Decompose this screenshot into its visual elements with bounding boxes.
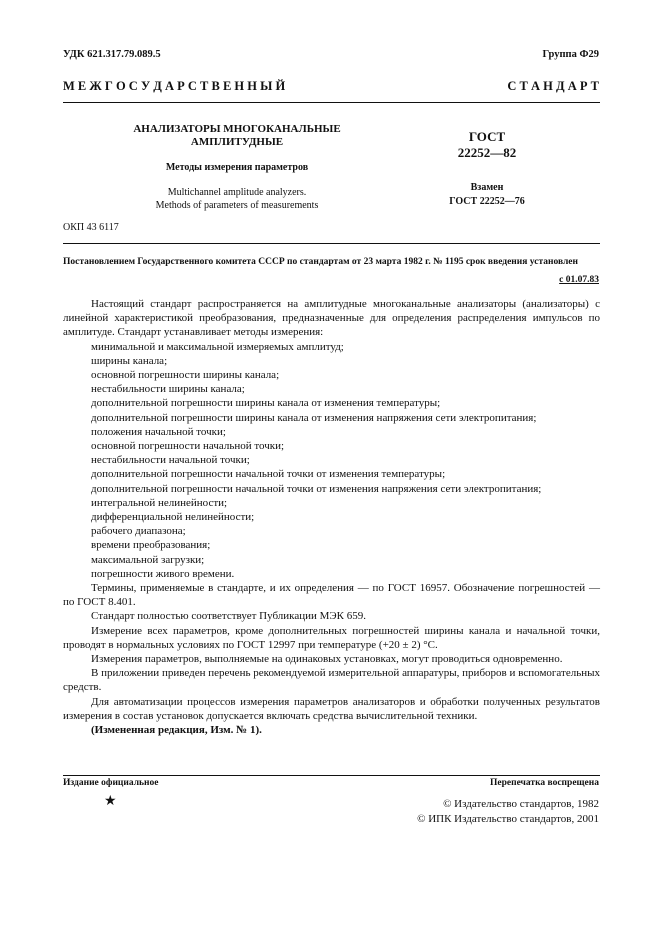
document-subtitle: Методы измерения параметров (165, 162, 309, 173)
document-body (63, 297, 600, 737)
list-item: ширины канала; (91, 354, 168, 367)
document-title (112, 123, 362, 149)
banner-word-interstate: М Е Ж Г О С У Д А Р С Т В Е Н Н Ы Й (63, 79, 286, 93)
english-title-line-2: Methods of parameters of measurements (155, 200, 319, 211)
udk-code: УДК 621.317.79.089.5 (63, 49, 161, 60)
list-item: основной погрешности начальной точки; (91, 440, 285, 453)
copyright-1982: © Издательство стандартов, 1982 (443, 798, 599, 810)
english-title-line-1: Multichannel amplitude analyzers. (167, 187, 307, 198)
list-item: дополнительной погрешности ширины канала от изменения напряжения сети электропитания; (91, 411, 537, 424)
banner-rule (63, 102, 600, 103)
list-item: интегральной нелинейности; (91, 496, 228, 509)
list-item: нестабильности начальной точки; (91, 454, 250, 467)
title-line-1: АНАЛИЗАТОРЫ МНОГОКАНАЛЬНЫЕ (133, 123, 341, 135)
list-item: погрешности живого времени. (91, 567, 235, 580)
list-item: дополнительной погрешности начальной точки от изменения напряжения сети электропитания; (91, 482, 542, 495)
official-edition: Издание официальное (63, 778, 159, 788)
interstate-standard-banner (63, 79, 599, 94)
simultaneous-paragraph: Измерения параметров, выполняемые на одинаковых установках, могут проводиться одновременно. (91, 653, 563, 666)
automation-paragraph: Для автоматизации процессов измерения параметров анализаторов и обработки полученных результатов измерения в состав установок допускается включать средства вычислительной техники. (63, 695, 600, 722)
header-rule (63, 243, 600, 244)
reprint-forbidden: Перепечатка воспрещена (489, 778, 599, 788)
list-item: нестабильности ширины канала; (91, 383, 245, 396)
iec-paragraph: Стандарт полностью соответствует Публикации МЭК 659. (91, 610, 367, 623)
decree-text: Постановлением Государственного комитета СССР по стандартам от 23 марта 1982 г. № 1195 срок введения установлен (63, 257, 578, 267)
english-title (112, 186, 362, 212)
list-item: максимальной загрузки; (91, 553, 205, 566)
gost-designation (445, 129, 529, 161)
list-item: дополнительной погрешности ширины канала от изменения температуры; (91, 397, 441, 410)
terms-paragraph: Термины, применяемые в стандарте, и их определения — по ГОСТ 16957. Обозначение погрешностей — по ГОСТ 8.401. (63, 582, 600, 609)
list-item: времени преобразования; (91, 539, 211, 552)
replace-number: ГОСТ 22252—76 (449, 196, 525, 207)
copyright-2001: © ИПК Издательство стандартов, 2001 (417, 813, 599, 825)
revision-note: (Измененная редакция, Изм. № 1). (91, 724, 262, 737)
list-item: положения начальной точки; (91, 425, 226, 438)
replaces-standard (440, 181, 534, 209)
footer-rule (63, 775, 600, 776)
list-item: дифференциальной нелинейности; (91, 511, 255, 524)
group-code: Группа Ф29 (542, 49, 599, 60)
effective-date: с 01.07.83 (559, 275, 599, 285)
okp-code: ОКП 43 6117 (63, 222, 119, 233)
list-item: основной погрешности ширины канала; (91, 369, 280, 382)
list-item: дополнительной погрешности начальной точки от изменения температуры; (91, 468, 446, 481)
gost-number: 22252—82 (457, 145, 517, 160)
conditions-paragraph: Измерение всех параметров, кроме дополнительных погрешностей ширины канала и начальной точки, проводят в нормальных условиях по ГОСТ 12997 при температуре (+20 ± 2) °С. (63, 624, 600, 651)
title-line-2: АМПЛИТУДНЫЕ (190, 136, 284, 148)
gost-label: ГОСТ (468, 129, 506, 144)
star-icon: ★ (104, 794, 117, 809)
replace-label: Взамен (470, 182, 504, 193)
list-item: рабочего диапазона; (91, 525, 186, 538)
banner-word-standard: С Т А Н Д А Р Т (507, 79, 599, 93)
list-item: минимальной и максимальной измеряемых амплитуд; (91, 340, 344, 353)
intro-paragraph: Настоящий стандарт распространяется на амплитудные многоканальные анализаторы (анализаторы) с линейной характеристикой преобразования, предназначенные для определения распределения импульсов по амплитуде. Стандарт устанавливает методы измерения: (63, 298, 600, 339)
appendix-paragraph: В приложении приведен перечень рекомендуемой измерительной аппаратуры, приборов и вспомогательных средств. (63, 667, 600, 694)
